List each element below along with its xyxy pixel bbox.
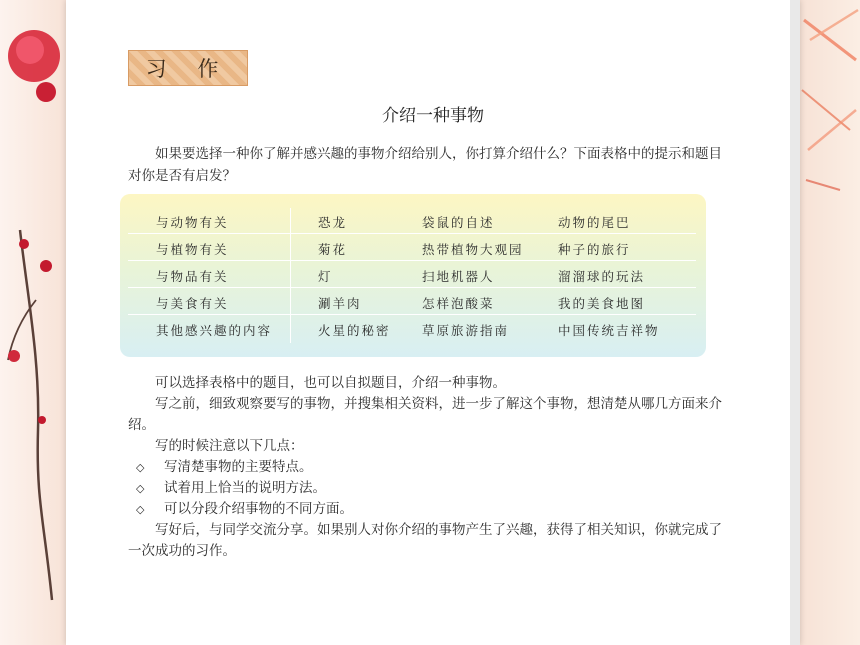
paragraph: 写之前，细致观察要写的事物，并搜集相关资料，进一步了解这个事物，想清楚从哪几方面来介绍。 [128,396,722,433]
topic-cell: 中国传统吉祥物 [558,323,660,338]
table-row [128,316,696,341]
instructions [128,373,728,562]
topic-cell: 种子的旅行 [558,242,631,257]
table-row [128,289,696,315]
table-row [128,208,696,234]
paragraph: 写好后，与同学交流分享。如果别人对你介绍的事物产生了兴趣，获得了相关知识，你就完成了一次成功的习作。 [128,522,722,559]
plum-blossom-decoration-left [0,0,70,645]
topic-cell: 菊花 [318,242,348,257]
section-banner: 习 作 [128,50,248,86]
page-title: 介绍一种事物 [382,106,484,126]
topic-cell: 涮羊肉 [318,296,362,311]
tip-item: ◇ 可以分段介绍事物的不同方面。 [128,499,728,520]
tip-item: ◇ 写清楚事物的主要特点。 [128,457,728,478]
row-category: 与物品有关 [156,269,229,284]
tips-list [128,457,728,520]
intro-paragraph [128,143,728,187]
topic-cell: 灯 [318,269,333,284]
row-category: 与动物有关 [156,215,229,230]
textbook-page [66,0,800,645]
table-row [128,235,696,261]
topic-cell: 袋鼠的自述 [422,215,495,230]
topic-cell: 我的美食地图 [558,296,646,311]
topic-cell: 溜溜球的玩法 [558,269,646,284]
table-row [128,262,696,288]
topic-cell: 恐龙 [318,215,348,230]
tip-item: ◇ 试着用上恰当的说明方法。 [128,478,728,499]
topic-cell: 火星的秘密 [318,323,391,338]
intro-text: 如果要选择一种你了解并感兴趣的事物介绍给别人，你打算介绍什么？下面表格中的提示和题目对你是否有启发？ [128,146,722,184]
topic-table [120,194,706,357]
topic-cell: 草原旅游指南 [422,323,510,338]
row-category: 其他感兴趣的内容 [156,323,273,338]
row-category: 与植物有关 [156,242,229,257]
page-edge [790,0,800,645]
paragraph: 可以选择表格中的题目，也可以自拟题目，介绍一种事物。 [155,375,506,391]
row-category: 与美食有关 [156,296,229,311]
topic-cell: 扫地机器人 [422,269,495,284]
topic-cell: 热带植物大观园 [422,242,524,257]
paragraph: 写的时候注意以下几点： [155,438,304,454]
topic-cell: 动物的尾巴 [558,215,631,230]
bamboo-decoration-right [800,0,860,645]
topic-cell: 怎样泡酸菜 [422,296,495,311]
